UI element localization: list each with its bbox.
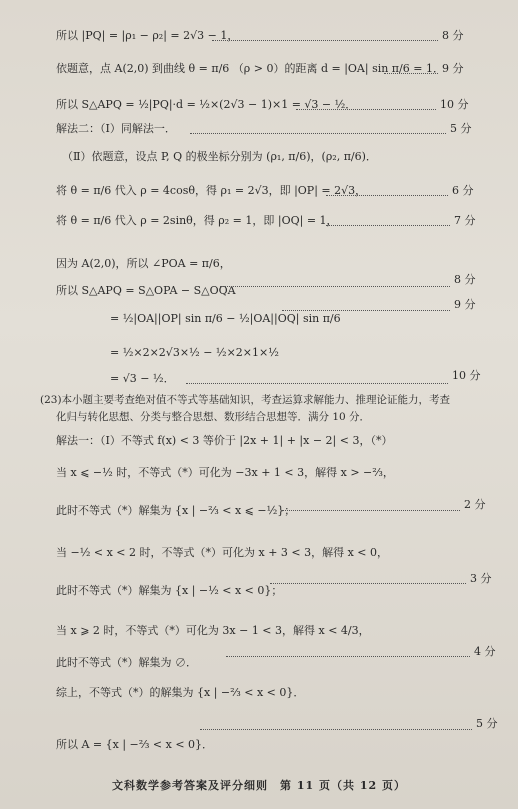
leader-dots: [212, 40, 438, 41]
text-line: 当 −½ < x < 2 时，不等式（*）可化为 x + 3 < 3，解得 x < 0，: [56, 546, 389, 559]
text-line: 依题意，点 A(2,0) 到曲线 θ = π/6 （ρ > 0）的距离 d = |OA| sin π/6 = 1．: [56, 62, 444, 75]
leader-dots: [186, 383, 448, 384]
text-line: = √3 − ½．: [110, 372, 175, 385]
text-line: 将 θ = π/6 代入 ρ = 2sinθ，得 ρ₂ = 1，即 |OQ| = 1，: [56, 214, 338, 227]
score-mark: 10 分: [440, 98, 469, 111]
page-footer: 文科数学参考答案及评分细则 第 11 页（共 12 页）: [112, 779, 406, 792]
text-line: 当 x ⩽ −½ 时，不等式（*）可化为 −3x + 1 < 3，解得 x > −⅔，: [56, 466, 394, 479]
leader-dots: [270, 583, 466, 584]
leader-dots: [282, 310, 450, 311]
score-mark: 5 分: [450, 122, 472, 135]
text-line: = ½×2×2√3×½ − ½×2×1×½: [110, 346, 279, 359]
score-mark: 9 分: [454, 298, 476, 311]
leader-dots: [200, 729, 472, 730]
leader-dots: [384, 73, 438, 74]
score-mark: 2 分: [464, 498, 486, 511]
leader-dots: [220, 286, 450, 287]
score-mark: 4 分: [474, 645, 496, 658]
text-line: 当 x ⩾ 2 时，不等式（*）可化为 3x − 1 < 3，解得 x < 4/3，: [56, 624, 370, 637]
score-mark: 6 分: [452, 184, 474, 197]
text-line: 此时不等式（*）解集为 {x | −⅔ < x ⩽ −½}；: [56, 504, 296, 517]
text-line: 化归与转化思想、分类与整合思想、数形结合思想等．满分 10 分．: [56, 411, 371, 423]
text-line: 解法二：（Ⅰ）同解法一．: [56, 122, 176, 135]
text-line: 因为 A(2,0)，所以 ∠POA = π/6，: [56, 257, 231, 270]
leader-dots: [296, 109, 436, 110]
text-line: 将 θ = π/6 代入 ρ = 4cosθ，得 ρ₁ = 2√3，即 |OP| = 2√3，: [56, 184, 367, 197]
score-mark: 9 分: [442, 62, 464, 75]
leader-dots: [326, 195, 448, 196]
text-line: 所以 |PQ| = |ρ₁ − ρ₂| = 2√3 − 1，: [56, 29, 239, 42]
text-line: 此时不等式（*）解集为 ∅．: [56, 656, 197, 669]
text-line: = ½|OA||OP| sin π/6 − ½|OA||OQ| sin π/6: [110, 312, 341, 325]
text-line: 所以 A = {x | −⅔ < x < 0}．: [56, 738, 214, 751]
score-mark: 5 分: [476, 717, 498, 730]
text-line: 所以 S△APQ = S△OPA − S△OQA: [56, 284, 236, 297]
leader-dots: [282, 510, 460, 511]
score-mark: 8 分: [454, 273, 476, 286]
leader-dots: [190, 133, 446, 134]
text-line: (23)本小题主要考查绝对值不等式等基础知识，考查运算求解能力、推理论证能力，考查: [40, 394, 451, 406]
text-line: 综上，不等式（*）的解集为 {x | −⅔ < x < 0}．: [56, 686, 305, 699]
leader-dots: [326, 225, 450, 226]
score-mark: 3 分: [470, 572, 492, 585]
score-mark: 10 分: [452, 369, 481, 382]
leader-dots: [226, 656, 470, 657]
text-line: 解法一：（Ⅰ）不等式 f(x) < 3 等价于 |2x + 1| + |x − 2| < 3，（*）: [56, 434, 393, 447]
text-line: （Ⅱ）依题意，设点 P, Q 的极坐标分别为 (ρ₁, π/6)，(ρ₂, π/6)．: [62, 150, 377, 163]
text-line: 此时不等式（*）解集为 {x | −½ < x < 0}；: [56, 584, 283, 597]
score-mark: 8 分: [442, 29, 464, 42]
text-line: 所以 S△APQ = ½|PQ|·d = ½×(2√3 − 1)×1 = √3 − ½．: [56, 98, 357, 111]
score-mark: 7 分: [454, 214, 476, 227]
